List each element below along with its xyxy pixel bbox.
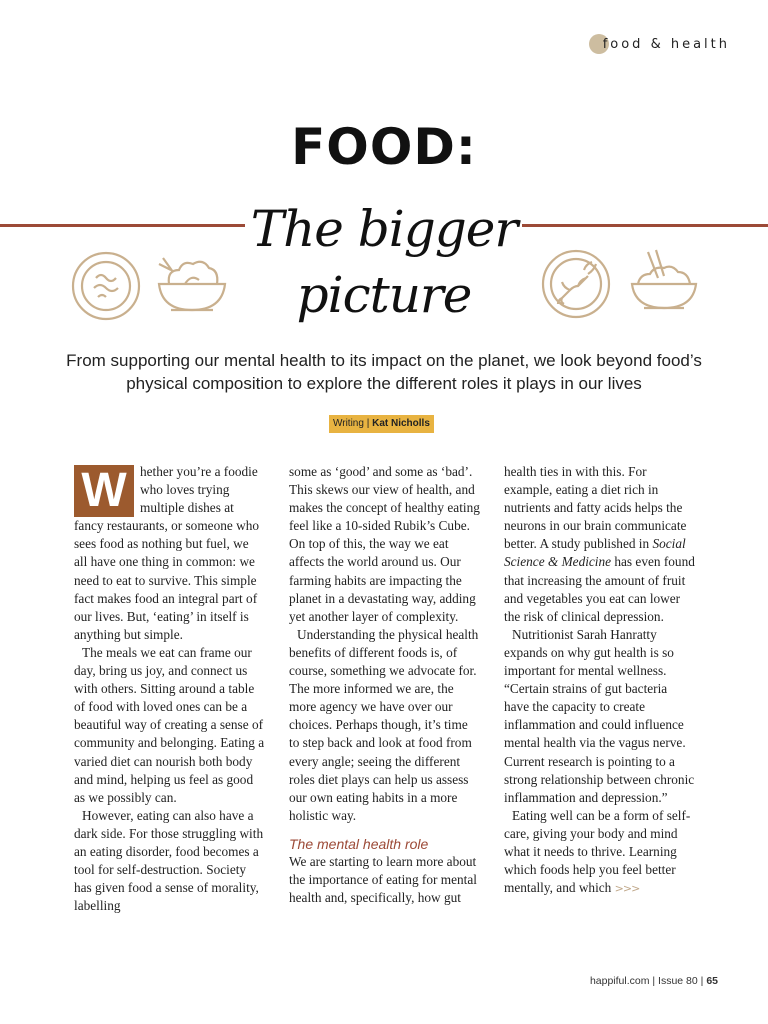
footer-issue: Issue 80 <box>658 975 698 987</box>
continue-arrows-icon: >>> <box>614 882 640 896</box>
byline-author: Kat Nicholls <box>372 418 430 429</box>
body-text: health ties in with this. For example, eating a diet rich in nutrients and fatty acids helps the neurons in our brain communicate better. A study published in <box>504 464 687 552</box>
body-paragraph: Nutritionist Sarah Hanratty expands on why gut health is so important for mental wellness. “Certain strains of gut bacteria have the capacity to create inflammation and could influence mental health via the vagus nerve. Current research is pointing to a strong relationship between chronic inflammation and depression.” <box>504 626 695 805</box>
drop-cap: W <box>74 465 134 517</box>
body-paragraph: However, eating can also have a dark side. For those struggling with an eating disorder, food becomes a tool for self-destruction. Society has given food a sense of morality, labelling <box>74 807 264 914</box>
footer-site: happiful.com <box>589 975 650 987</box>
section-tag <box>589 34 730 54</box>
body-paragraph <box>504 463 695 626</box>
body-column-2 <box>289 463 480 907</box>
journal-title: Social Science & Medicine <box>504 536 686 570</box>
standfirst: From supporting our mental health to its impact on the planet, we look beyond food’s physical composition to explore the different roles it plays in our lives <box>66 351 702 393</box>
page-number: 65 <box>706 975 718 987</box>
body-paragraph <box>504 807 695 898</box>
subhead-line-2: picture <box>296 266 472 324</box>
rice-bowl-icon <box>628 248 700 318</box>
vegetable-bowl-icon <box>155 252 229 318</box>
subhead-line-1: The bigger <box>250 200 518 258</box>
section-tag-label: food & health <box>602 36 730 52</box>
byline: Writing | Kat Nicholls <box>329 415 434 433</box>
plate-icon <box>70 250 142 322</box>
body-paragraph: The meals we eat can frame our day, bring us joy, and connect us with others. Sitting around a table of food with loved ones can be a beautiful way of creating a sense of community and belonging. Eating a varied diet can nourish both body and mind, helping us feel as good as we possibly can. <box>74 644 265 805</box>
section-heading: The mental health role <box>289 835 429 852</box>
lobster-plate-icon <box>540 248 612 320</box>
body-paragraph: We are starting to learn more about the importance of eating for mental health and, specifically, how gut <box>289 853 477 906</box>
body-paragraph: some as ‘good’ and some as ‘bad’. This skews our view of health, and makes the concept of healthy eating feel like a 10-sided Rubik’s Cube. On top of this, the way we eat affects the world around us. Our farming habits are impacting the planet in a devastating way, adding yet another layer of complexity. <box>289 464 480 624</box>
page-footer: happiful.com | Issue 80 | 65 <box>589 975 718 987</box>
byline-label: Writing <box>333 418 364 429</box>
body-paragraph: Understanding the physical health benefits of different foods is, of course, something we advocate for. The more informed we are, the more agency we have over our choices. Perhaps though, it’s time to step back and look at food from every angle; seeing the different roles diet plays can help us assess our own eating habits in a more holistic way. <box>289 626 479 823</box>
headline: FOOD: <box>291 118 477 176</box>
body-paragraph: hether you’re a foodie who loves trying multiple dishes at fancy restaurants, or someone who sees food as nothing but fuel, we all have one thing in common: we need to eat to survive. This simple fact makes food an integral part of our lives. But, ‘eating’ in itself is anything but simple. <box>74 464 259 642</box>
body-column-1 <box>74 463 265 915</box>
body-text: has even found that increasing the amount of fruit and vegetables you eat can lower the risk of clinical depression. <box>504 554 695 624</box>
body-column-3 <box>504 463 695 898</box>
body-text: Eating well can be a form of self-care, giving your body and mind what it needs to thrive. Learning which foods help you feel better mentally, and which <box>504 807 691 896</box>
